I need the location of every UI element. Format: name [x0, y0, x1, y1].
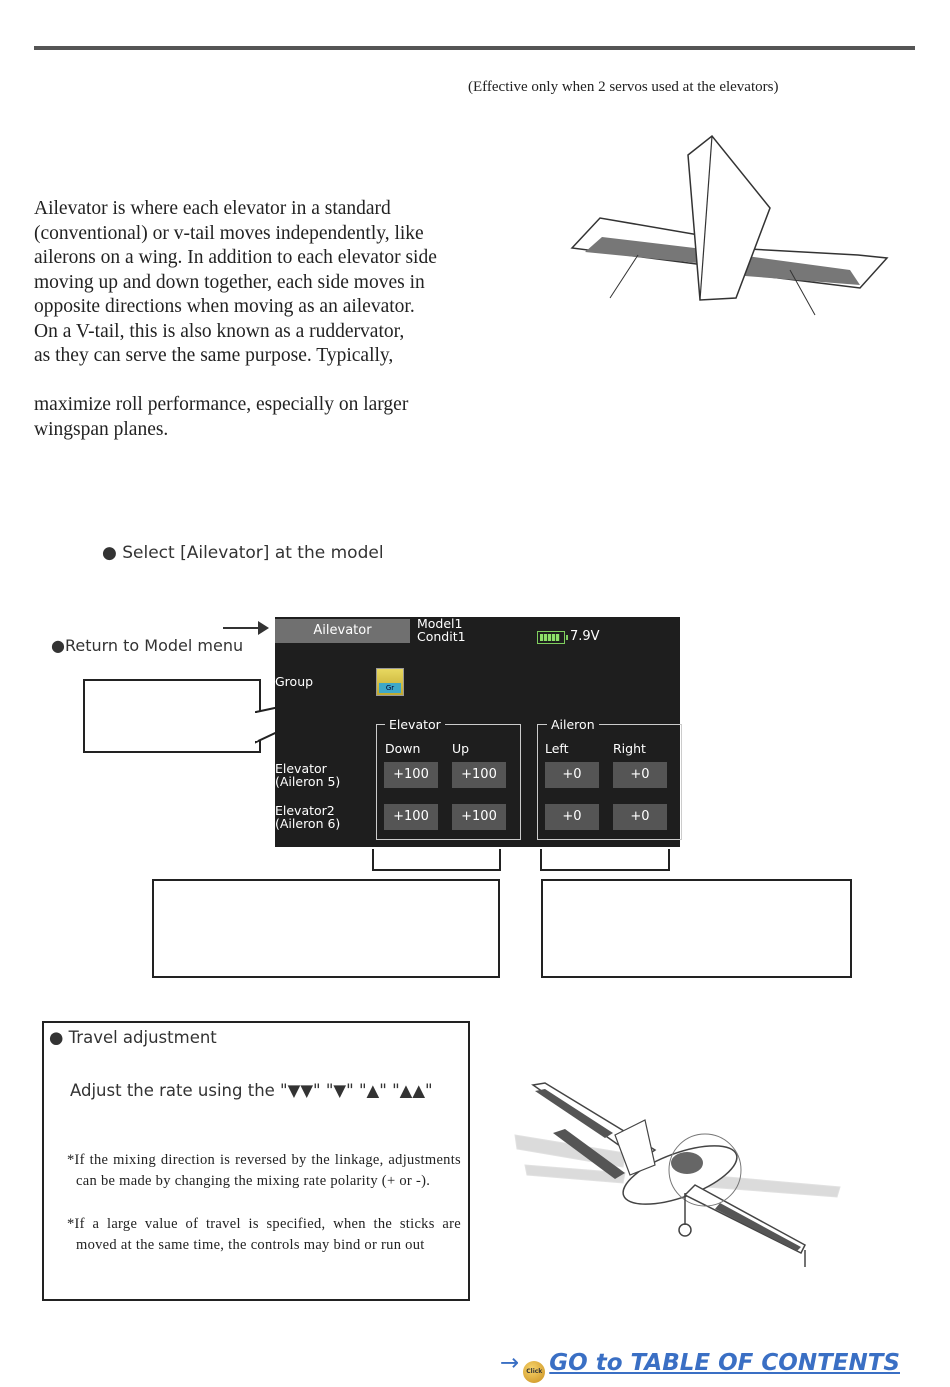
elevator2-down-value[interactable]: +100	[384, 804, 438, 830]
click-icon: Click	[523, 1361, 545, 1383]
table-of-contents-link[interactable]	[500, 1350, 900, 1383]
aileron-group-label: Aileron	[547, 717, 599, 732]
tail-diagram	[560, 130, 900, 320]
group-button-label: Gr	[379, 683, 401, 693]
select-step-instruction: ● Select [Ailevator] at the model	[102, 543, 384, 563]
paragraph-line: Ailevator is where each elevator in a standard	[34, 198, 391, 219]
group-label: Group	[275, 674, 314, 689]
ailevator-screen	[275, 617, 680, 847]
column-left: Left	[545, 741, 569, 756]
paragraph-line: ailerons on a wing. In addition to each elevator side	[34, 247, 437, 268]
travel-adjust-instruction: Adjust the rate using the "▼▼" "▼" "▲" "▲▲"	[70, 1081, 433, 1100]
row-label-line: Elevator	[275, 761, 327, 776]
battery-voltage: 7.9V	[570, 629, 600, 644]
elevator2-left-value[interactable]: +0	[545, 804, 599, 830]
model-name: Model1	[417, 616, 463, 631]
row-elevator-label	[275, 762, 340, 788]
paragraph-line: On a V-tail, this is also known as a ruddervator,	[34, 320, 405, 342]
footnote-large-travel: *If a large value of travel is specified, when the sticks are moved at the same time, the controls may bind or run out	[67, 1216, 461, 1253]
group-button[interactable]	[376, 668, 404, 696]
header-rule	[34, 46, 915, 50]
elevator-down-value[interactable]: +100	[384, 762, 438, 788]
group-callout-box	[83, 679, 261, 753]
travel-adjustment-title: ● Travel adjustment	[49, 1028, 217, 1047]
elevator-description-box	[152, 879, 500, 978]
condition-name: Condit1	[417, 629, 466, 644]
footnote-mixing-direction: *If the mixing direction is reversed by the linkage, adjustments can be made by changing the mixing rate polarity (+ or -).	[67, 1152, 461, 1189]
toc-link-label: GO to TABLE OF CONTENTS	[549, 1350, 900, 1376]
paragraph-line: wingspan planes.	[34, 418, 169, 440]
return-to-model-menu-label: ●Return to Model menu	[51, 636, 244, 655]
row-label-line: Elevator2	[275, 803, 335, 818]
elevator2-right-value[interactable]: +0	[613, 804, 667, 830]
return-arrow-line	[223, 627, 263, 629]
model-info	[417, 617, 466, 643]
aileron-bracket	[540, 849, 670, 871]
row-label-line: (Aileron 6)	[275, 816, 341, 831]
row-elevator2-label	[275, 804, 340, 830]
elevator-right-value[interactable]: +0	[613, 762, 667, 788]
elevator-bracket	[372, 849, 501, 871]
aileron-description-box	[541, 879, 852, 978]
column-down: Down	[385, 741, 421, 756]
paragraph-line: as they can serve the same purpose. Typically,	[34, 345, 394, 366]
paragraph-line	[34, 369, 457, 394]
elevator2-up-value[interactable]: +100	[452, 804, 506, 830]
column-right: Right	[613, 741, 646, 756]
elevator-group-label: Elevator	[385, 717, 445, 732]
paragraph-line: opposite directions when moving as an ailevator.	[34, 296, 415, 317]
elevator-up-value[interactable]: +100	[452, 762, 506, 788]
description-paragraph	[34, 197, 457, 442]
paragraph-line: (conventional) or v-tail moves independently, like	[34, 222, 424, 244]
battery-icon	[537, 631, 565, 644]
effective-note: (Effective only when 2 servos used at the elevators)	[468, 79, 779, 95]
row-label-line: (Aileron 5)	[275, 774, 341, 789]
arrow-icon: →	[500, 1350, 520, 1376]
return-arrow-head	[258, 621, 269, 635]
screen-title-button[interactable]: Ailevator	[275, 619, 410, 643]
paragraph-line: moving up and down together, each side moves in	[34, 271, 425, 293]
column-up: Up	[452, 741, 470, 756]
elevator-left-value[interactable]: +0	[545, 762, 599, 788]
paragraph-line: maximize roll performance, especially on larger	[34, 394, 409, 415]
airplane-illustration	[505, 1075, 850, 1275]
